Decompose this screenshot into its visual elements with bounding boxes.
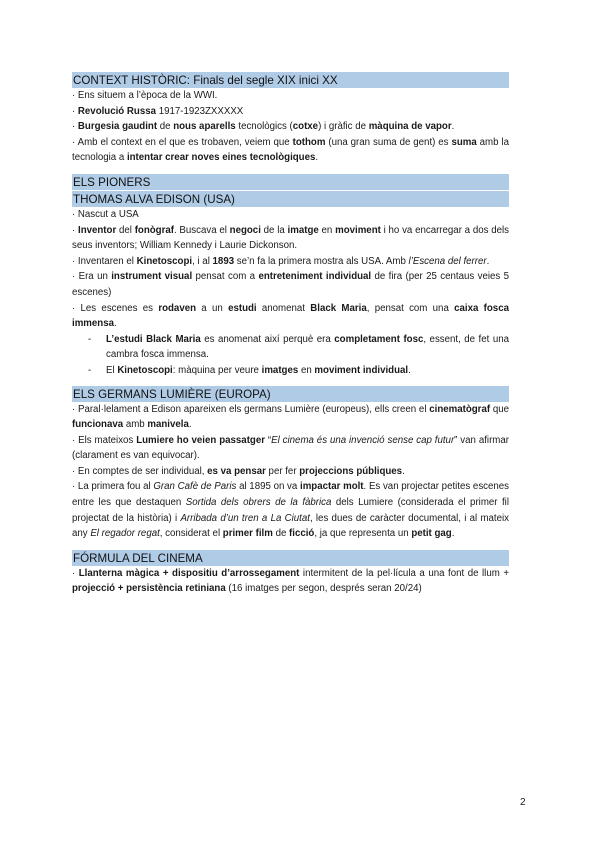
paragraph: · Inventaren el Kinetoscopi, i al 1893 se’n fa la primera mostra als USA. Amb l’Escena del ferrer. [72, 255, 490, 267]
paragraph: · En comptes de ser individual, es va pensar per fer projeccions públiques. [72, 465, 405, 477]
document-page [72, 72, 509, 597]
section-heading-lumiere: ELS GERMANS LUMIÈRE (EUROPA) [72, 386, 509, 402]
paragraph: · Burgesia gaudint de nous aparells tecnològics (cotxe) i gràfic de màquina de vapor. [72, 121, 455, 133]
page-number: 2 [520, 797, 526, 808]
section-heading-context: CONTEXT HISTÒRIC: Finals del segle XIX inici XX [72, 72, 509, 88]
paragraph: · Llanterna màgica + dispositiu d’arrossegament intermitent de la pel·lícula a una font de llum + projecció + persistència retiniana (16 imatges per segon, després seran 20/24) [72, 567, 509, 595]
section-heading-pioneers: ELS PIONERS [72, 174, 509, 190]
list-item: - L’estudi Black Maria es anomenat així perquè era completament fosc, essent, de fet una cambra fosca immensa. [88, 333, 509, 361]
section-subheading-edison: THOMAS ALVA EDISON (USA) [72, 191, 509, 207]
paragraph: · Ens situem a l’època de la WWI. [72, 90, 218, 101]
paragraph: · Les escenes es rodaven a un estudi anomenat Black Maria, pensat com una caixa fosca immensa. [72, 302, 509, 330]
paragraph: · Era un instrument visual pensat com a entreteniment individual de fira (per 25 centaus veies 5 escenes) [72, 271, 509, 298]
paragraph: · Els mateixos Lumiere ho veien passatger “El cinema és una invenció sense cap futur” van afirmar (clarament es van equivocar). [72, 434, 509, 462]
paragraph: · Amb el context en el que es trobaven, veiem que tothom (una gran suma de gent) es suma amb la tecnologia a intentar crear noves eines tecnològiques. [72, 136, 509, 164]
section-heading-formula: FÓRMULA DEL CINEMA [72, 550, 509, 566]
list-item: - El Kinetoscopi: màquina per veure imatges en moviment individual. [88, 364, 411, 376]
paragraph: · Inventor del fonògraf. Buscava el negoci de la imatge en moviment i ho va encarregar a dos dels seus inventors; William Kennedy i Laurie Dickonson. [72, 224, 509, 252]
paragraph: · Paral·lelament a Edison apareixen els germans Lumière (europeus), ells creen el cinematògraf que funcionava amb manivela. [72, 403, 509, 431]
paragraph: · Nascut a USA [72, 208, 139, 220]
paragraph: · Revolució Russa 1917-1923ZXXXXX [72, 105, 244, 117]
paragraph: · La primera fou al Gran Cafè de Paris al 1895 on va impactar molt. Es van projectar petites escenes entre les que destaquen Sortida dels obrers de la fàbrica dels Lumiere (considerada el primer fil projectat de la història) i Arribada d’un tren a La Ciutat, les dues de caràcter documental, i al mateix any El regador regat, considerat el primer film de ficció, ja que representa un petit gag. [72, 481, 510, 540]
